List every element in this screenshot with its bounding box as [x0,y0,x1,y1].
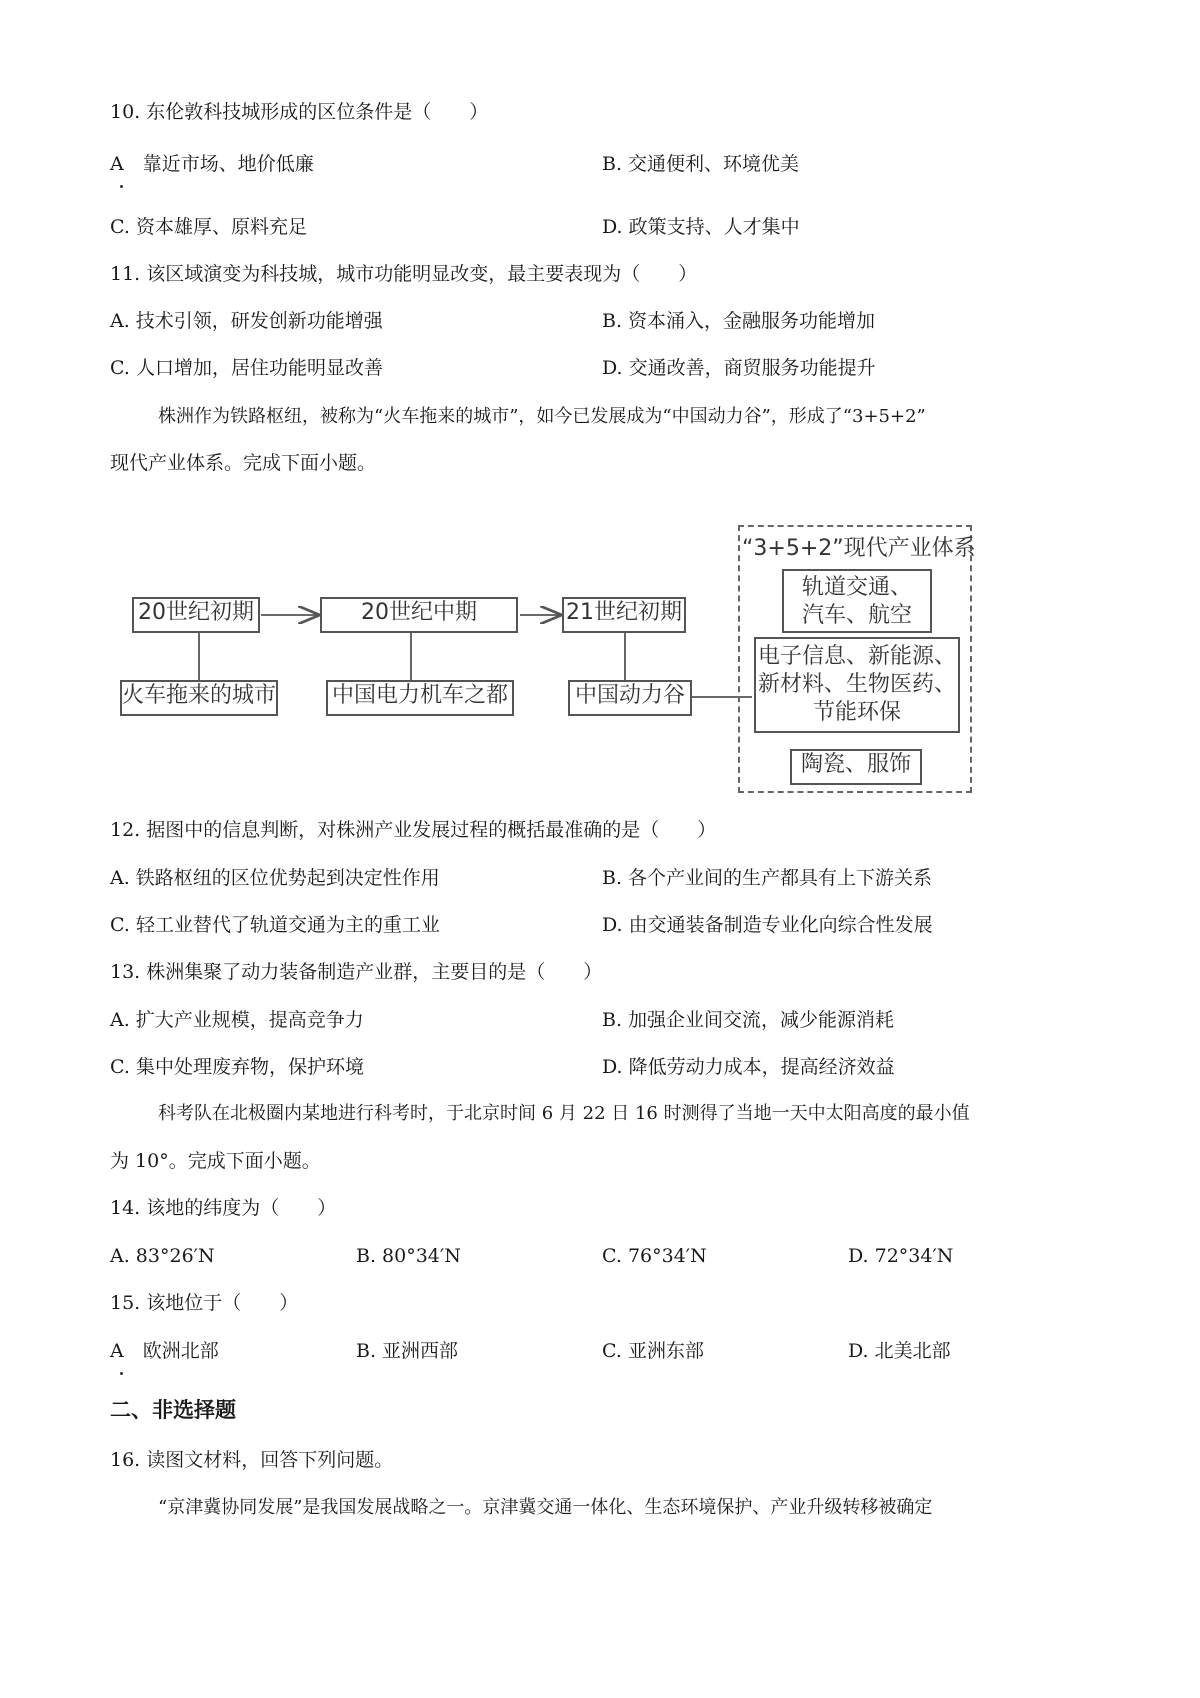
q13-stem: 13. 株洲集聚了动力装备制造产业群，主要目的是（ ） [110,961,603,983]
q15-option-c: C. 亚洲东部 [602,1340,704,1362]
q12-option-d: D. 由交通装备制造专业化向综合性发展 [602,914,933,936]
q16-material: “京津冀协同发展”是我国发展战略之一。京津冀交通一体化、生态环境保护、产业升级转移被确定 [158,1497,933,1518]
q12-stem: 12. 据图中的信息判断，对株洲产业发展过程的概括最准确的是（ ） [110,819,717,841]
group1-line2: 汽车、航空 [801,603,912,628]
group2-line2: 新材料、生物医药、 [757,672,956,697]
period-box-2: 20世纪中期 [320,597,518,633]
q10-option-a: A 靠近市场、地价低廉 [110,153,314,175]
industry-evolution-diagram [120,525,980,795]
q12-option-c: C. 轻工业替代了轨道交通为主的重工业 [110,914,440,936]
q11-option-d: D. 交通改善，商贸服务功能提升 [602,357,876,379]
q14-option-a: A. 83°26′N [110,1245,215,1267]
group2-line3: 节能环保 [812,700,901,725]
q10-option-d: D. 政策支持、人才集中 [602,216,800,238]
name-box-2: 中国电力机车之都 [326,680,514,716]
name-box-3: 中国动力谷 [568,680,692,716]
q16-stem: 16. 读图文材料，回答下列问题。 [110,1449,394,1471]
name-box-1: 火车拖来的城市 [120,680,278,716]
passage2-line2: 为 10°。完成下面小题。 [110,1150,321,1172]
group3-line1: 陶瓷、服饰 [800,752,911,777]
q10-stem: 10. 东伦敦科技城形成的区位条件是（ ） [110,101,489,123]
q10-option-b: B. 交通便利、环境优美 [602,153,800,175]
q15-option-d: D. 北美北部 [848,1340,951,1362]
industry-group-pillar [782,569,932,633]
industry-group-emerging [754,637,960,733]
stray-dot [120,185,123,188]
q11-stem: 11. 该区域演变为科技城，城市功能明显改变，最主要表现为（ ） [110,263,698,285]
passage2-line1: 科考队在北极圈内某地进行科考时，于北京时间 6 月 22 日 16 时测得了当地一天中太阳高度的最小值 [158,1103,970,1124]
q14-option-c: C. 76°34′N [602,1245,707,1267]
industry-system-title: “3+5+2”现代产业体系 [742,536,976,561]
q10-option-c: C. 资本雄厚、原料充足 [110,216,307,238]
q13-option-d: D. 降低劳动力成本，提高经济效益 [602,1056,895,1078]
q14-option-b: B. 80°34′N [356,1245,461,1267]
q12-option-a: A. 铁路枢纽的区位优势起到决定性作用 [110,867,440,889]
period-box-3: 21世纪初期 [562,597,686,633]
q15-stem: 15. 该地位于（ ） [110,1292,299,1314]
period-box-1: 20世纪初期 [132,597,260,633]
q13-option-b: B. 加强企业间交流，减少能源消耗 [602,1009,895,1031]
group2-line1: 电子信息、新能源、 [757,644,956,669]
q15-option-a: A 欧洲北部 [110,1340,219,1362]
passage1-line2: 现代产业体系。完成下面小题。 [110,452,377,474]
q15-option-b: B. 亚洲西部 [356,1340,459,1362]
q11-option-c: C. 人口增加，居住功能明显改善 [110,357,383,379]
passage1-line1: 株洲作为铁路枢纽，被称为“火车拖来的城市”，如今已发展成为“中国动力谷”，形成了“3+5+2” [158,406,926,427]
group1-line1: 轨道交通、 [801,575,912,600]
q13-option-c: C. 集中处理废弃物，保护环境 [110,1056,364,1078]
q13-option-a: A. 扩大产业规模，提高竞争力 [110,1009,364,1031]
q11-option-a: A. 技术引领，研发创新功能增强 [110,310,383,332]
industry-group-traditional [790,749,922,785]
section-heading: 二、非选择题 [110,1398,236,1422]
q12-option-b: B. 各个产业间的生产都具有上下游关系 [602,867,933,889]
stray-dot [120,1372,123,1375]
q14-stem: 14. 该地的纬度为（ ） [110,1197,337,1219]
q14-option-d: D. 72°34′N [848,1245,954,1267]
q11-option-b: B. 资本涌入，金融服务功能增加 [602,310,876,332]
